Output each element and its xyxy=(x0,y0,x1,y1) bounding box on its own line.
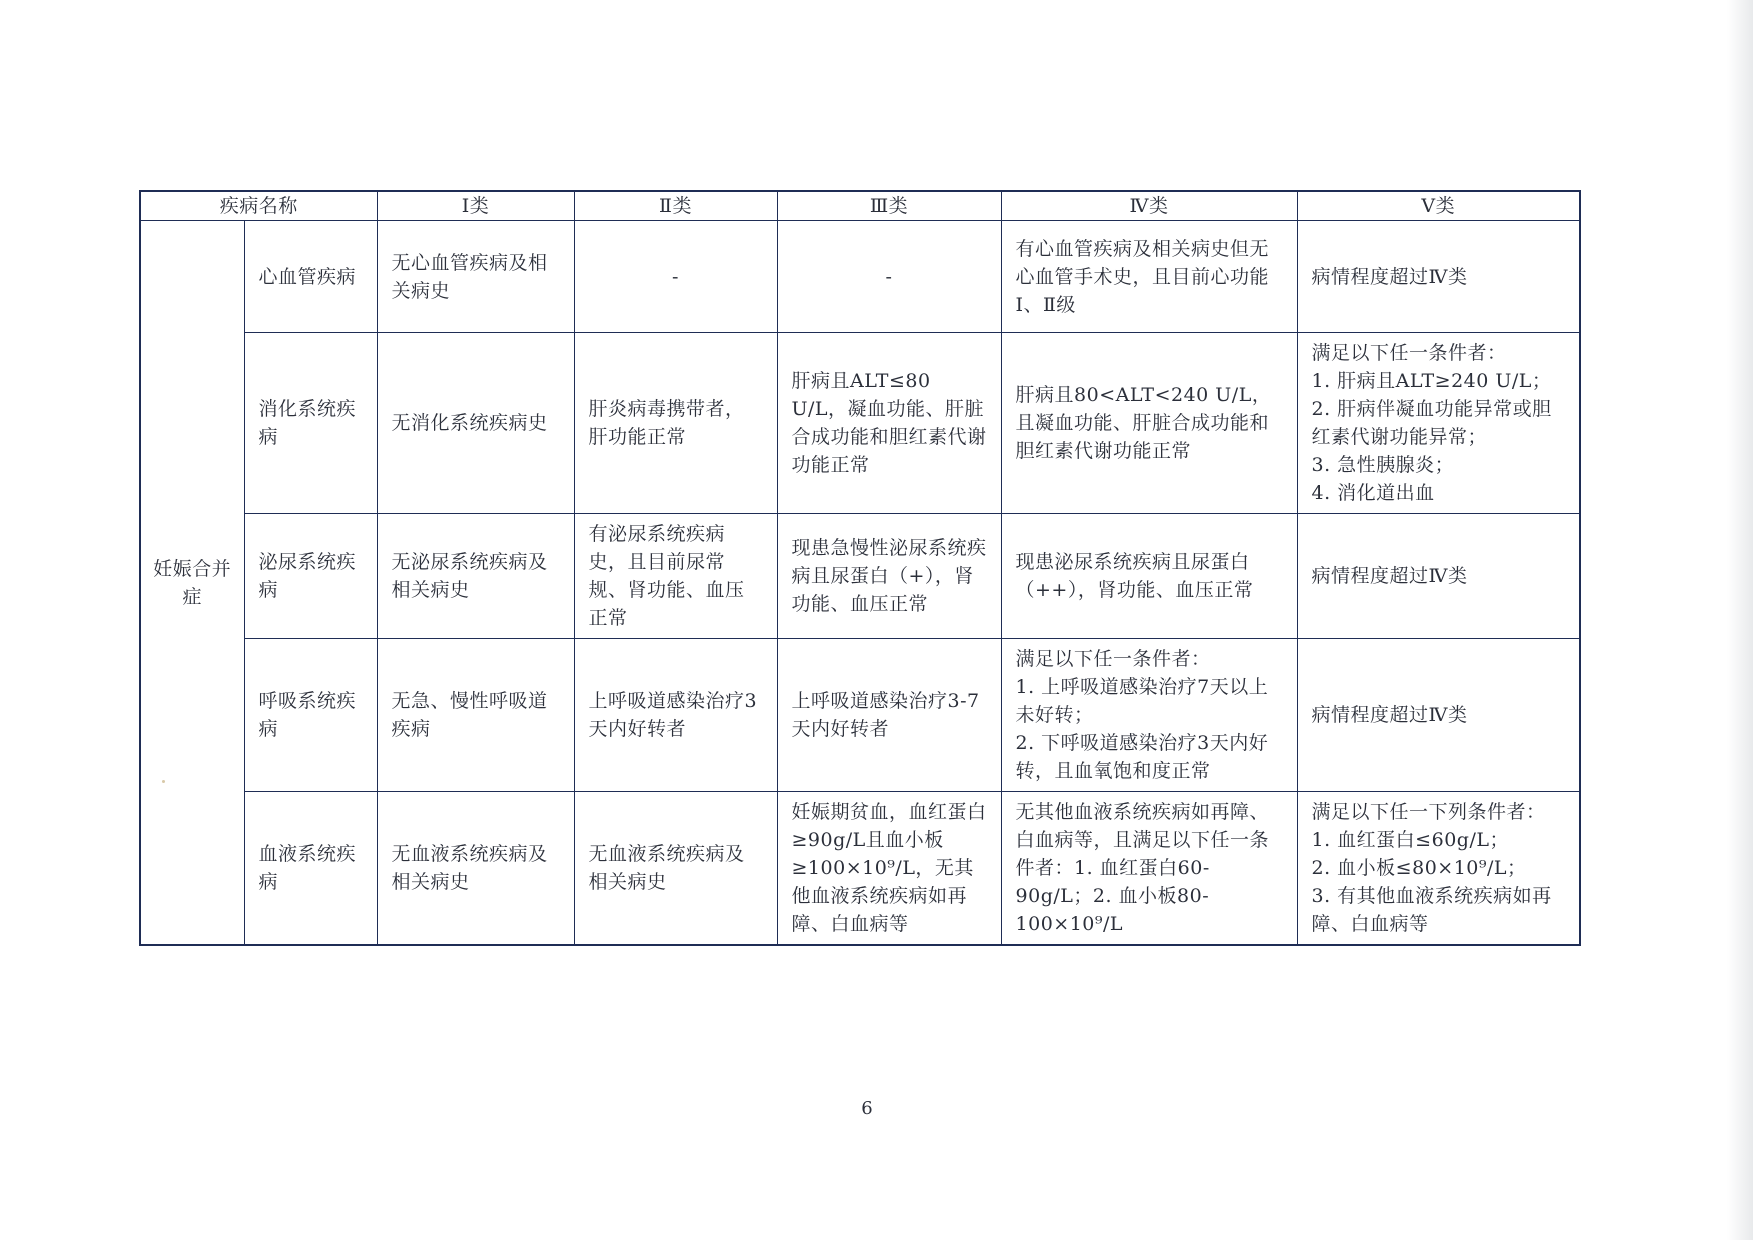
disease-name-cell: 心血管疾病 xyxy=(244,221,377,333)
class-5-cell: 病情程度超过Ⅳ类 xyxy=(1297,514,1580,639)
class-2-cell: 上呼吸道感染治疗3天内好转者 xyxy=(574,639,777,792)
table-row xyxy=(140,639,1580,792)
header-disease-name: 疾病名称 xyxy=(140,191,377,221)
criteria-line: 3. 有其他血液系统疾病如再障、白血病等 xyxy=(1311,885,1552,935)
class-5-cell: 病情程度超过Ⅳ类 xyxy=(1297,639,1580,792)
class-1-cell: 无急、慢性呼吸道疾病 xyxy=(377,639,574,792)
criteria-line: 2. 下呼吸道感染治疗3天内好转，且血氧饱和度正常 xyxy=(1015,732,1269,782)
class-5-cell xyxy=(1297,792,1580,946)
header-class-4: Ⅳ类 xyxy=(1001,191,1297,221)
class-5-cell xyxy=(1297,333,1580,514)
criteria-line: 2. 肝病伴凝血功能异常或胆红素代谢功能异常； xyxy=(1311,398,1552,448)
class-3-cell: 现患急慢性泌尿系统疾病且尿蛋白（+），肾功能、血压正常 xyxy=(777,514,1001,639)
class-1-cell: 无泌尿系统疾病及相关病史 xyxy=(377,514,574,639)
header-class-2: Ⅱ类 xyxy=(574,191,777,221)
criteria-line: 满足以下任一条件者： xyxy=(1311,342,1507,364)
criteria-line: 满足以下任一条件者： xyxy=(1015,648,1211,670)
criteria-line: 4. 消化道出血 xyxy=(1311,482,1435,504)
criteria-line: 满足以下任一下列条件者： xyxy=(1311,801,1546,823)
class-3-cell: 妊娠期贫血，血红蛋白≥90g/L且血小板≥100×10⁹/L，无其他血液系统疾病如再障、白血病等 xyxy=(777,792,1001,946)
table-row xyxy=(140,514,1580,639)
class-2-cell: 无血液系统疾病及相关病史 xyxy=(574,792,777,946)
table-row xyxy=(140,333,1580,514)
disease-name-cell: 消化系统疾病 xyxy=(244,333,377,514)
group-label: 妊娠合并症 xyxy=(140,221,244,946)
criteria-line: 1. 上呼吸道感染治疗7天以上未好转； xyxy=(1015,676,1269,726)
disease-grade-table xyxy=(139,190,1581,946)
class-4-cell xyxy=(1001,639,1297,792)
class-2-cell: - xyxy=(574,221,777,333)
header-class-3: Ⅲ类 xyxy=(777,191,1001,221)
class-1-cell: 无血液系统疾病及相关病史 xyxy=(377,792,574,946)
class-1-cell: 无心血管疾病及相关病史 xyxy=(377,221,574,333)
class-2-cell: 肝炎病毒携带者，肝功能正常 xyxy=(574,333,777,514)
class-3-cell: 肝病且ALT≤80 U/L，凝血功能、肝脏合成功能和胆红素代谢功能正常 xyxy=(777,333,1001,514)
criteria-line: 2. 血小板≤80×10⁹/L； xyxy=(1311,857,1527,879)
class-3-cell: - xyxy=(777,221,1001,333)
class-4-cell: 有心血管疾病及相关病史但无心血管手术史，且目前心功能Ⅰ、Ⅱ级 xyxy=(1001,221,1297,333)
table-header-row xyxy=(140,191,1580,221)
class-2-cell: 有泌尿系统疾病史，且目前尿常规、肾功能、血压正常 xyxy=(574,514,777,639)
table-row xyxy=(140,221,1580,333)
class-5-cell: 病情程度超过Ⅳ类 xyxy=(1297,221,1580,333)
header-class-1: Ⅰ类 xyxy=(377,191,574,221)
disease-name-cell: 呼吸系统疾病 xyxy=(244,639,377,792)
class-4-cell: 现患泌尿系统疾病且尿蛋白（++），肾功能、血压正常 xyxy=(1001,514,1297,639)
criteria-line: 3. 急性胰腺炎； xyxy=(1311,454,1455,476)
criteria-line: 1. 肝病且ALT≥240 U/L； xyxy=(1311,370,1552,392)
page-edge-shade xyxy=(1727,0,1753,1240)
disease-name-cell: 泌尿系统疾病 xyxy=(244,514,377,639)
page-number: 6 xyxy=(861,1098,873,1119)
class-3-cell: 上呼吸道感染治疗3-7天内好转者 xyxy=(777,639,1001,792)
criteria-line: 1. 血红蛋白≤60g/L； xyxy=(1311,829,1509,851)
header-class-5: Ⅴ类 xyxy=(1297,191,1580,221)
disease-name-cell: 血液系统疾病 xyxy=(244,792,377,946)
class-4-cell: 无其他血液系统疾病如再障、白血病等，且满足以下任一条件者：1. 血红蛋白60-90g/L；2. 血小板80-100×10⁹/L xyxy=(1001,792,1297,946)
class-4-cell: 肝病且80<ALT<240 U/L，且凝血功能、肝脏合成功能和胆红素代谢功能正常 xyxy=(1001,333,1297,514)
class-1-cell: 无消化系统疾病史 xyxy=(377,333,574,514)
table-row xyxy=(140,792,1580,946)
